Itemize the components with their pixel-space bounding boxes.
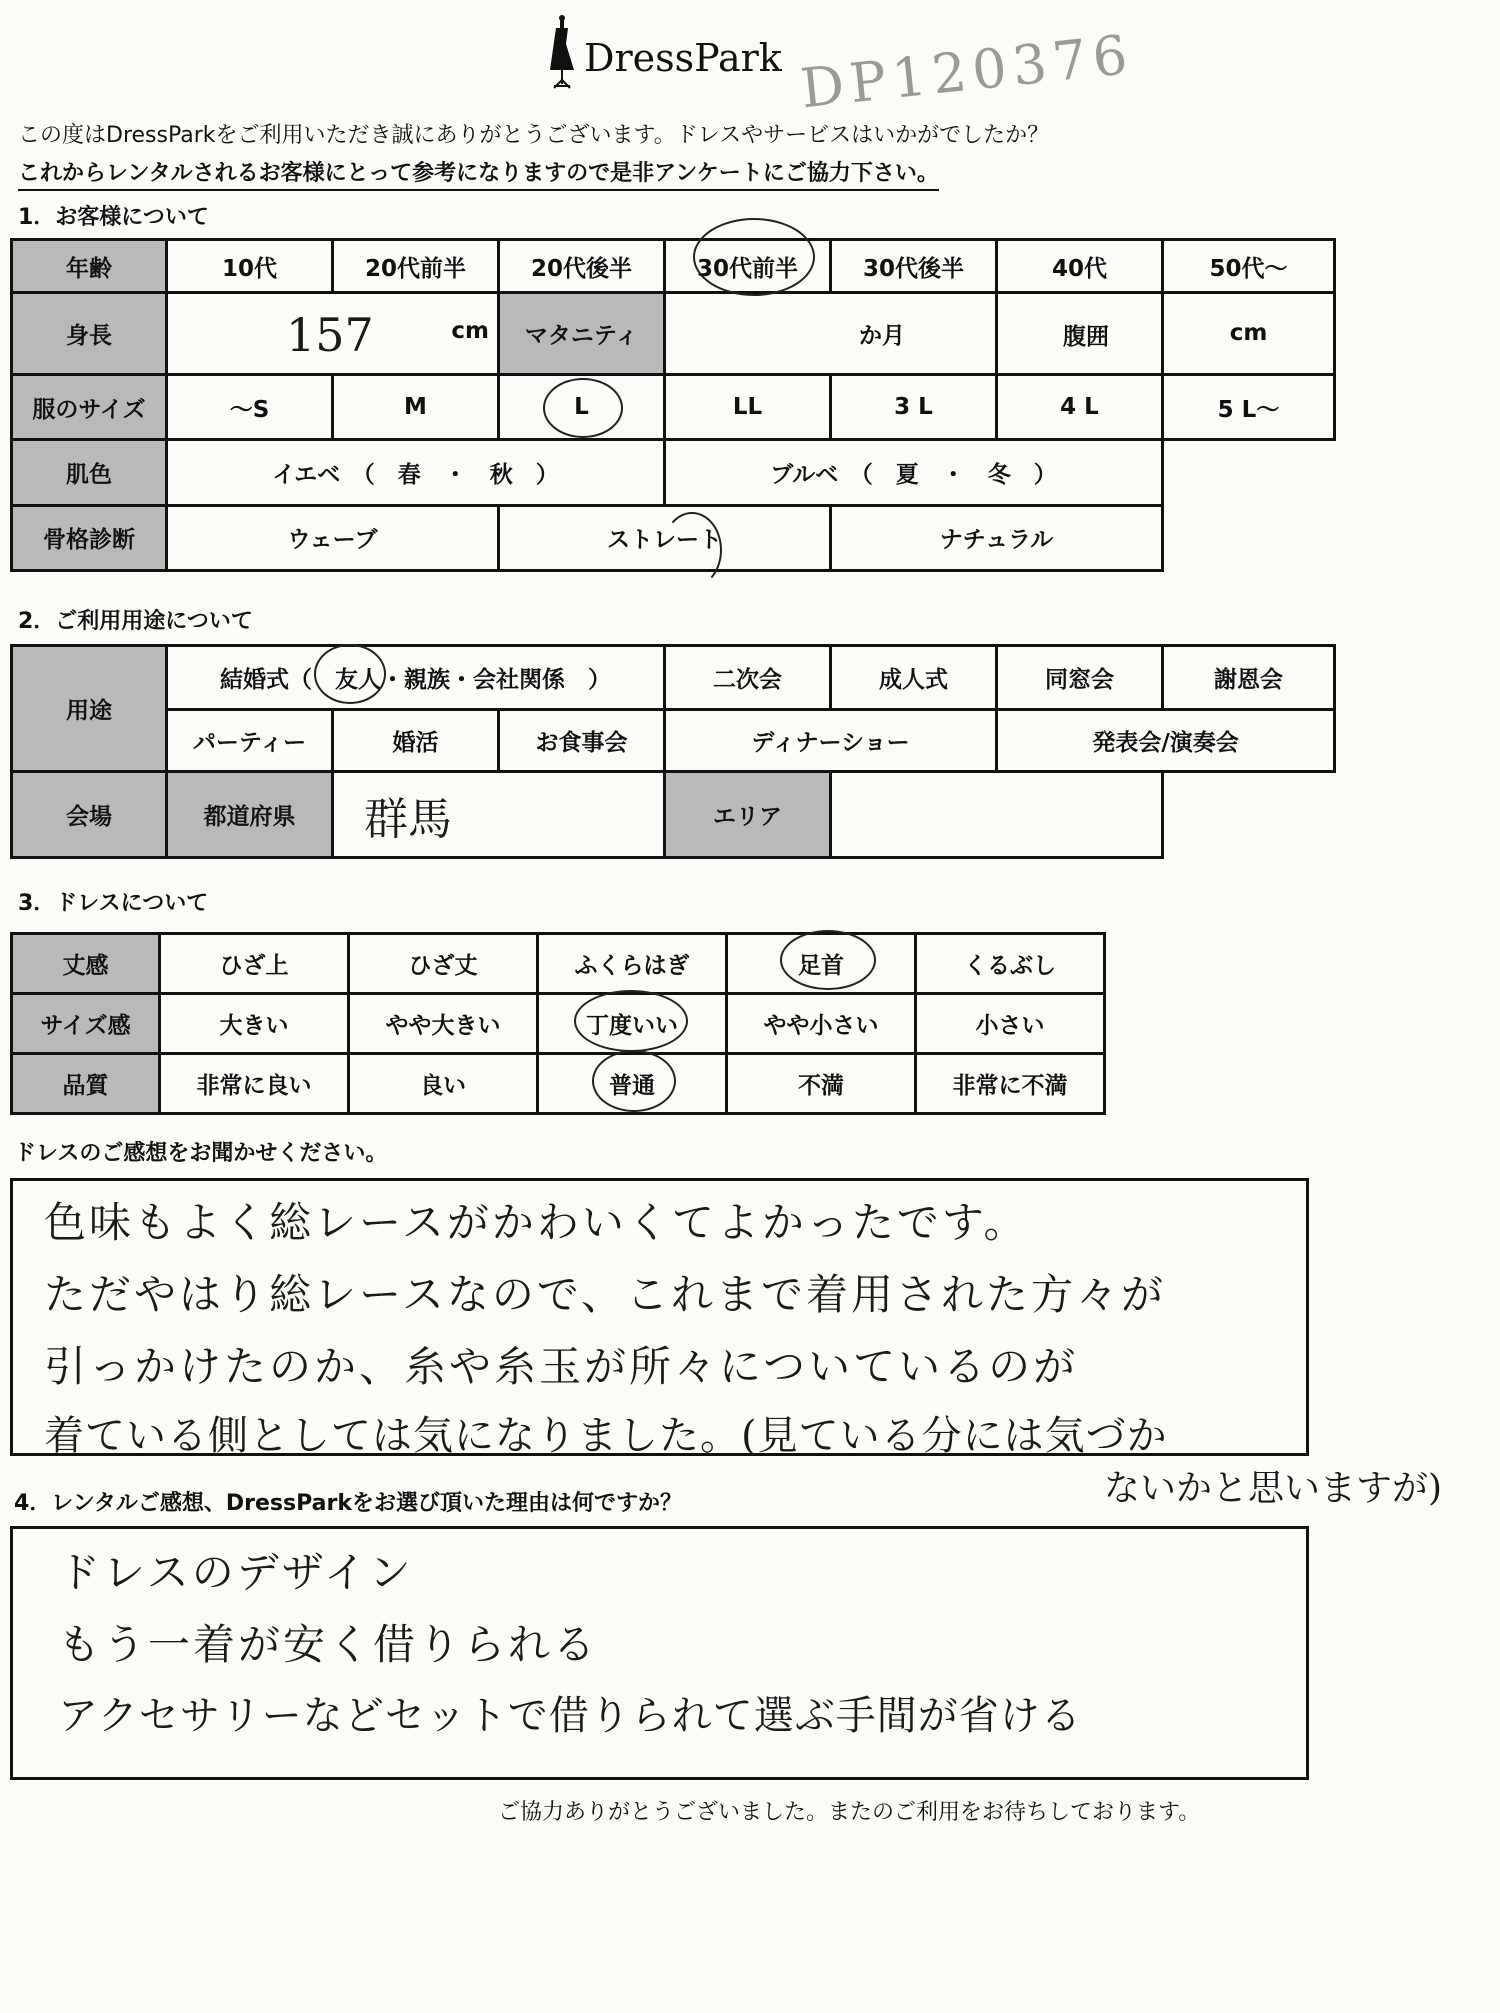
age-label: 年齢	[12, 240, 167, 293]
use-option[interactable]: 婚活	[333, 710, 499, 772]
impression-line: 色味もよく総レースがかわいくてよかったです。	[44, 1198, 1029, 1247]
frame-option[interactable]: ウェーブ	[167, 505, 499, 570]
height-label: 身長	[12, 293, 167, 375]
length-option-selected[interactable]: 足首	[727, 934, 916, 994]
age-option[interactable]: 20代前半	[333, 240, 499, 293]
customer-table	[10, 238, 1336, 572]
wedding-option[interactable]: 結婚式（ 友人・親族・会社関係 ）	[167, 646, 665, 710]
use-option[interactable]: 同窓会	[997, 646, 1163, 710]
size-option[interactable]: 3 L	[831, 374, 997, 439]
maternity-months[interactable]: か月	[665, 293, 997, 375]
frame-option[interactable]: ナチュラル	[831, 505, 1163, 570]
height-unit: cm	[451, 318, 489, 345]
use-option[interactable]: パーティー	[167, 710, 333, 772]
age-option[interactable]: 20代後半	[499, 240, 665, 293]
usage-table	[10, 644, 1336, 859]
reason-line: もう一着が安く借りられる	[58, 1620, 599, 1669]
skin-warm-option[interactable]: イエベ （ 春 ・ 秋 ）	[167, 440, 665, 505]
area-label: エリア	[665, 772, 831, 858]
section2-title: 2．ご利用用途について	[18, 609, 253, 634]
length-label: 丈感	[12, 934, 160, 994]
frame-label: 骨格診断	[12, 505, 167, 570]
prefecture-value: 群馬	[364, 793, 452, 845]
section3-title: 3．ドレスについて	[18, 891, 209, 916]
quality-option[interactable]: 非常に良い	[160, 1054, 349, 1114]
length-option[interactable]: くるぶし	[916, 934, 1105, 994]
length-option[interactable]: ひざ上	[160, 934, 349, 994]
use-option[interactable]: 謝恩会	[1163, 646, 1335, 710]
size-label: 服のサイズ	[12, 374, 167, 439]
area-field[interactable]	[831, 772, 1163, 858]
height-field[interactable]	[167, 293, 499, 375]
use-option[interactable]: 二次会	[665, 646, 831, 710]
quality-option-selected[interactable]: 普通	[538, 1054, 727, 1114]
impression-overflow: ないかと思いますが)	[1104, 1468, 1443, 1509]
handwritten-id: DP120376	[797, 22, 1137, 121]
waist-label: 腹囲	[1063, 324, 1109, 351]
section1-title: 1．お客様について	[18, 205, 209, 230]
empty-cell	[1163, 772, 1335, 858]
quality-option[interactable]: 非常に不満	[916, 1054, 1105, 1114]
impression-line: 引っかけたのか、糸や糸玉が所々についているのが	[44, 1342, 1079, 1391]
fit-option[interactable]: 大きい	[160, 994, 349, 1054]
size-option[interactable]: 4 L	[997, 374, 1163, 439]
skin-label: 肌色	[12, 440, 167, 505]
fit-option[interactable]: やや小さい	[727, 994, 916, 1054]
size-option[interactable]: M	[333, 374, 499, 439]
size-option[interactable]: LL	[665, 374, 831, 439]
age-option[interactable]: 10代	[167, 240, 333, 293]
fit-option-selected[interactable]: 丁度いい	[538, 994, 727, 1054]
skin-cool-option[interactable]: ブルベ （ 夏 ・ 冬 ）	[665, 440, 1163, 505]
reason-line: ドレスのデザイン	[58, 1548, 414, 1597]
impression-line: 着ている側としては気になりました。(見ている分には気づか	[44, 1413, 1168, 1459]
intro-line-1: この度はDressParkをご利用いただき誠にありがとうございます。ドレスやサービスはいかがでしたか？	[18, 123, 1050, 148]
size-option[interactable]: ～S	[167, 374, 333, 439]
age-option-selected[interactable]: 30代前半	[665, 240, 831, 293]
prefecture-label: 都道府県	[167, 772, 333, 858]
age-option[interactable]: 30代後半	[831, 240, 997, 293]
brand-logo: DressPark	[584, 36, 782, 80]
size-option[interactable]: 5 L～	[1163, 374, 1335, 439]
frame-option-selected[interactable]: ストレート	[499, 505, 831, 570]
quality-label: 品質	[12, 1054, 160, 1114]
height-value: 157	[286, 308, 374, 363]
footer-thanks: ご協力ありがとうございました。またのご利用をお待ちしております。	[498, 1800, 1201, 1825]
age-option[interactable]: 40代	[997, 240, 1163, 293]
length-option[interactable]: ひざ丈	[349, 934, 538, 994]
dress-logo-icon	[548, 14, 576, 90]
fit-label: サイズ感	[12, 994, 160, 1054]
section4-title: 4．レンタルご感想、DressParkをお選び頂いた理由は何ですか？	[14, 1491, 682, 1516]
waist-unit: cm	[1163, 293, 1335, 375]
use-option[interactable]: お食事会	[499, 710, 665, 772]
size-option-selected[interactable]: L	[499, 374, 665, 439]
use-label: 用途	[12, 646, 167, 772]
use-option[interactable]: 成人式	[831, 646, 997, 710]
use-option[interactable]: 発表会/演奏会	[997, 710, 1335, 772]
age-option[interactable]: 50代～	[1163, 240, 1335, 293]
venue-label: 会場	[12, 772, 167, 858]
maternity-label: マタニティ	[499, 293, 665, 375]
empty-cell	[1163, 440, 1335, 505]
waist-field[interactable]	[997, 293, 1163, 375]
impression-title: ドレスのご感想をお聞かせください。	[14, 1141, 388, 1166]
length-option[interactable]: ふくらはぎ	[538, 934, 727, 994]
intro-line-2: これからレンタルされるお客様にとって参考になりますので是非アンケートにご協力下さい。	[18, 156, 939, 191]
use-option[interactable]: ディナーショー	[665, 710, 997, 772]
prefecture-field[interactable]	[333, 772, 665, 858]
fit-option[interactable]: 小さい	[916, 994, 1105, 1054]
quality-option[interactable]: 良い	[349, 1054, 538, 1114]
dress-table	[10, 932, 1106, 1115]
reason-line: アクセサリーなどセットで借りられて選ぶ手間が省ける	[58, 1693, 1082, 1739]
empty-cell	[1163, 505, 1335, 570]
quality-option[interactable]: 不満	[727, 1054, 916, 1114]
fit-option[interactable]: やや大きい	[349, 994, 538, 1054]
impression-line: ただやはり総レースなので、これまで着用された方々が	[44, 1270, 1167, 1319]
